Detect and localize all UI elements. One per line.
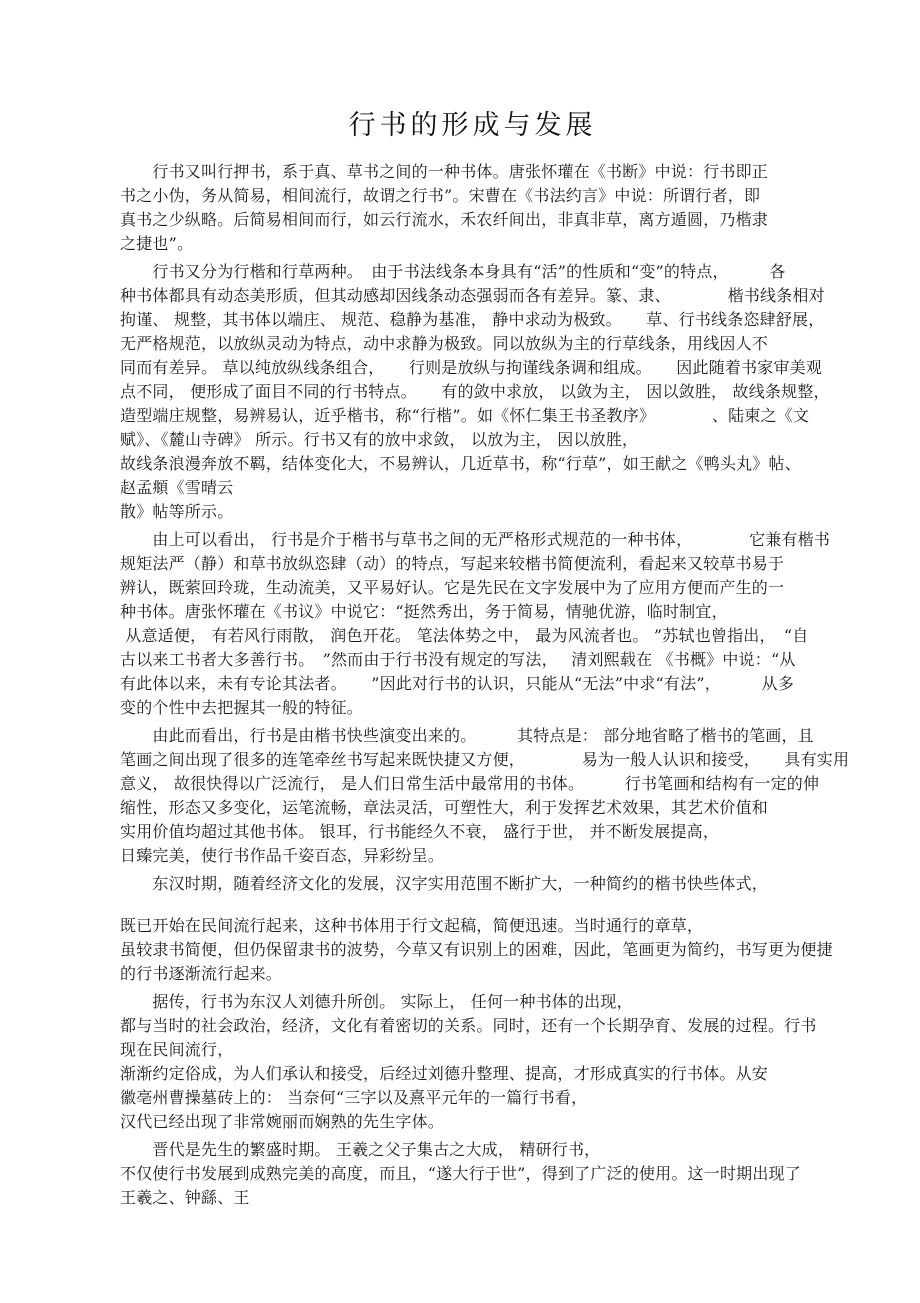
text-line: 赵孟頫《雪晴云 — [120, 478, 234, 497]
text-line: 意义， 故很快得以广泛流行， 是人们日常生活中最常用的书体。 行书笔画和结构有一定的伸 — [120, 774, 820, 793]
text-line: 之捷也”。 — [120, 234, 194, 253]
paragraph — [120, 872, 825, 896]
text-line: 规矩法严（静）和草书放纵恣肆（动）的特点，写起来较楷书简便流利，看起来又较草书易于 — [120, 554, 785, 573]
text-line: 王羲之、钟繇、王 — [120, 1188, 250, 1207]
text-line: 故线条浪漫奔放不羁，结体变化大，不易辨认，几近草书，称“行草”，如王献之《鸭头丸》帖、 — [120, 454, 801, 473]
text-line: 种书体都具有动态美形质，但其动感却因线条动态强弱而各有差异。篆、隶、 楷书线条相对 — [120, 286, 825, 305]
document-title: 行书的形成与发展 — [348, 110, 597, 141]
text-line: 汉代已经出现了非常婉丽而娴熟的先生字体。 — [120, 1112, 445, 1131]
text-line: 无严格规范，以放纵灵动为特点，动中求静为极致。同以放纵为主的行草线条，用线因人不 — [120, 334, 769, 353]
text-line: 行书又分为行楷和行草两种。 由于书法线条本身具有“活”的性质和“变”的特点， 各 — [120, 262, 786, 281]
text-line: 缩性，形态又多变化，运笔流畅，章法灵活，可塑性大，利于发挥艺术效果，其艺术价值和 — [120, 798, 769, 817]
text-line: 同而有差异。 草以纯放纵线条组合， 行则是放纵与拘谨线条调和组成。 因此随着书家审美观 — [120, 358, 823, 377]
text-line: 书之小伪，务从简易，相间流行，故谓之行书”。宋曹在《书法约言》中说：所谓行者，即 — [120, 186, 761, 205]
paragraph — [120, 914, 833, 986]
text-line: 既已开始在民间流行起来，这种书体用于行文起稿，简便迅速。当时通行的章草， — [120, 916, 704, 935]
text-line: 日臻完美，使行书作品千姿百态，异彩纷呈。 — [120, 846, 445, 865]
text-line: 有此体以来，未有专论其法者。 ”因此对行书的认识，只能从“无法”中求“有法”， 从多 — [120, 674, 794, 693]
text-line: 散》帖等所示。 — [120, 502, 234, 521]
text-line: 种书体。唐张怀瓘在《书议》中说它：“挺然秀出，务于简易，情驰优游，临时制宜， — [120, 602, 728, 621]
text-line: 实用价值均超过其他书体。 银耳，行书能经久不衰， 盛行于世， 并不断发展提高， — [120, 822, 720, 841]
paragraph — [120, 260, 830, 524]
text-line: 徽亳州曹操墓砖上的： 当奈何“三字以及熹平元年的一篇行书看， — [120, 1088, 588, 1107]
text-line: 晋代是先生的繁盛时期。 王羲之父子集古之大成， 精研行书， — [120, 1140, 601, 1159]
text-line: 拘谨、 规整，其书体以端庄、 规范、稳静为基准， 静中求动为极致。 草、行书线条恣肆舒展， — [120, 310, 825, 329]
document-body — [120, 160, 850, 1210]
text-line: 行书又叫行押书，系于真、草书之间的一种书体。唐张怀瓘在《书断》中说：行书即正 — [120, 162, 769, 181]
text-line: 赋》、《麓山寺碑》 所示。行书又有的放中求敛， 以放为主， 因以放胜， — [120, 430, 639, 449]
text-line: 点不同， 便形成了面目不同的行书特点。 有的敛中求放， 以敛为主， 因以敛胜， 故线条规整， — [120, 382, 830, 401]
text-line: 造型端庄规整，易辨易认，近乎楷书，称“行楷”。如《怀仁集王书圣教序》 、陆柬之《文 — [120, 406, 810, 425]
text-line: 古以来工书者大多善行书。 ”然而由于行书没有规定的写法， 清刘熙载在 《书概》中说：“从 — [120, 650, 796, 669]
paragraph — [120, 160, 825, 256]
text-line: 的行书逐渐流行起来。 — [120, 964, 283, 983]
paragraph — [120, 724, 850, 868]
paragraph — [120, 1138, 825, 1210]
text-line: 辨认，既萦回玲珑，生动流美，又平易好认。它是先民在文字发展中为了应用方便而产生的一 — [120, 578, 785, 597]
text-line: 从意适便， 有若风行雨散， 润色开花。 笔法体势之中， 最为风流者也。 ”苏轼也曾指出， “自 — [120, 626, 809, 645]
text-line: 据传，行书为东汉人刘德升所创。 实际上， 任何一种书体的出现， — [120, 992, 633, 1011]
text-line: 渐渐约定俗成，为人们承认和接受，后经过刘德升整理、提高，才形成真实的行书体。从安 — [120, 1064, 769, 1083]
text-line: 虽较隶书简便，但仍保留隶书的波势，今草又有识别上的困难，因此，笔画更为简约，书写更为便捷 — [120, 940, 833, 959]
text-line: 真书之少纵略。后简易相间而行，如云行流水，禾农纤间出，非真非草，离方遁圆，乃楷隶 — [120, 210, 769, 229]
text-line: 现在民间流行， — [120, 1040, 234, 1059]
text-line: 不仅使行书发展到成熟完美的高度，而且，“遂大行于世”，得到了广泛的使用。这一时期出现了 — [120, 1164, 801, 1183]
text-line: 由上可以看出， 行书是介于楷书与草书之间的无严格形式规范的一种书体， 它兼有楷书 — [120, 530, 831, 549]
text-line: 东汉时期，随着经济文化的发展，汉字实用范围不断扩大，一种简约的楷书快些体式， — [120, 874, 769, 893]
paragraph — [120, 990, 825, 1134]
text-line: 变的个性中去把握其一般的特征。 — [120, 698, 364, 717]
paragraph — [120, 528, 831, 720]
text-line: 由此而看出，行书是由楷书快些演变出来的。 其特点是： 部分地省略了楷书的笔画，且 — [120, 726, 814, 745]
text-line: 都与当时的社会政治，经济，文化有着密切的关系。同时，还有一个长期孕育、发展的过程。行书 — [120, 1016, 817, 1035]
text-line: 笔画之间出现了很多的连笔牵丝书写起来既快捷又方便， 易为一般人认识和接受， 具有实用 — [120, 750, 850, 769]
